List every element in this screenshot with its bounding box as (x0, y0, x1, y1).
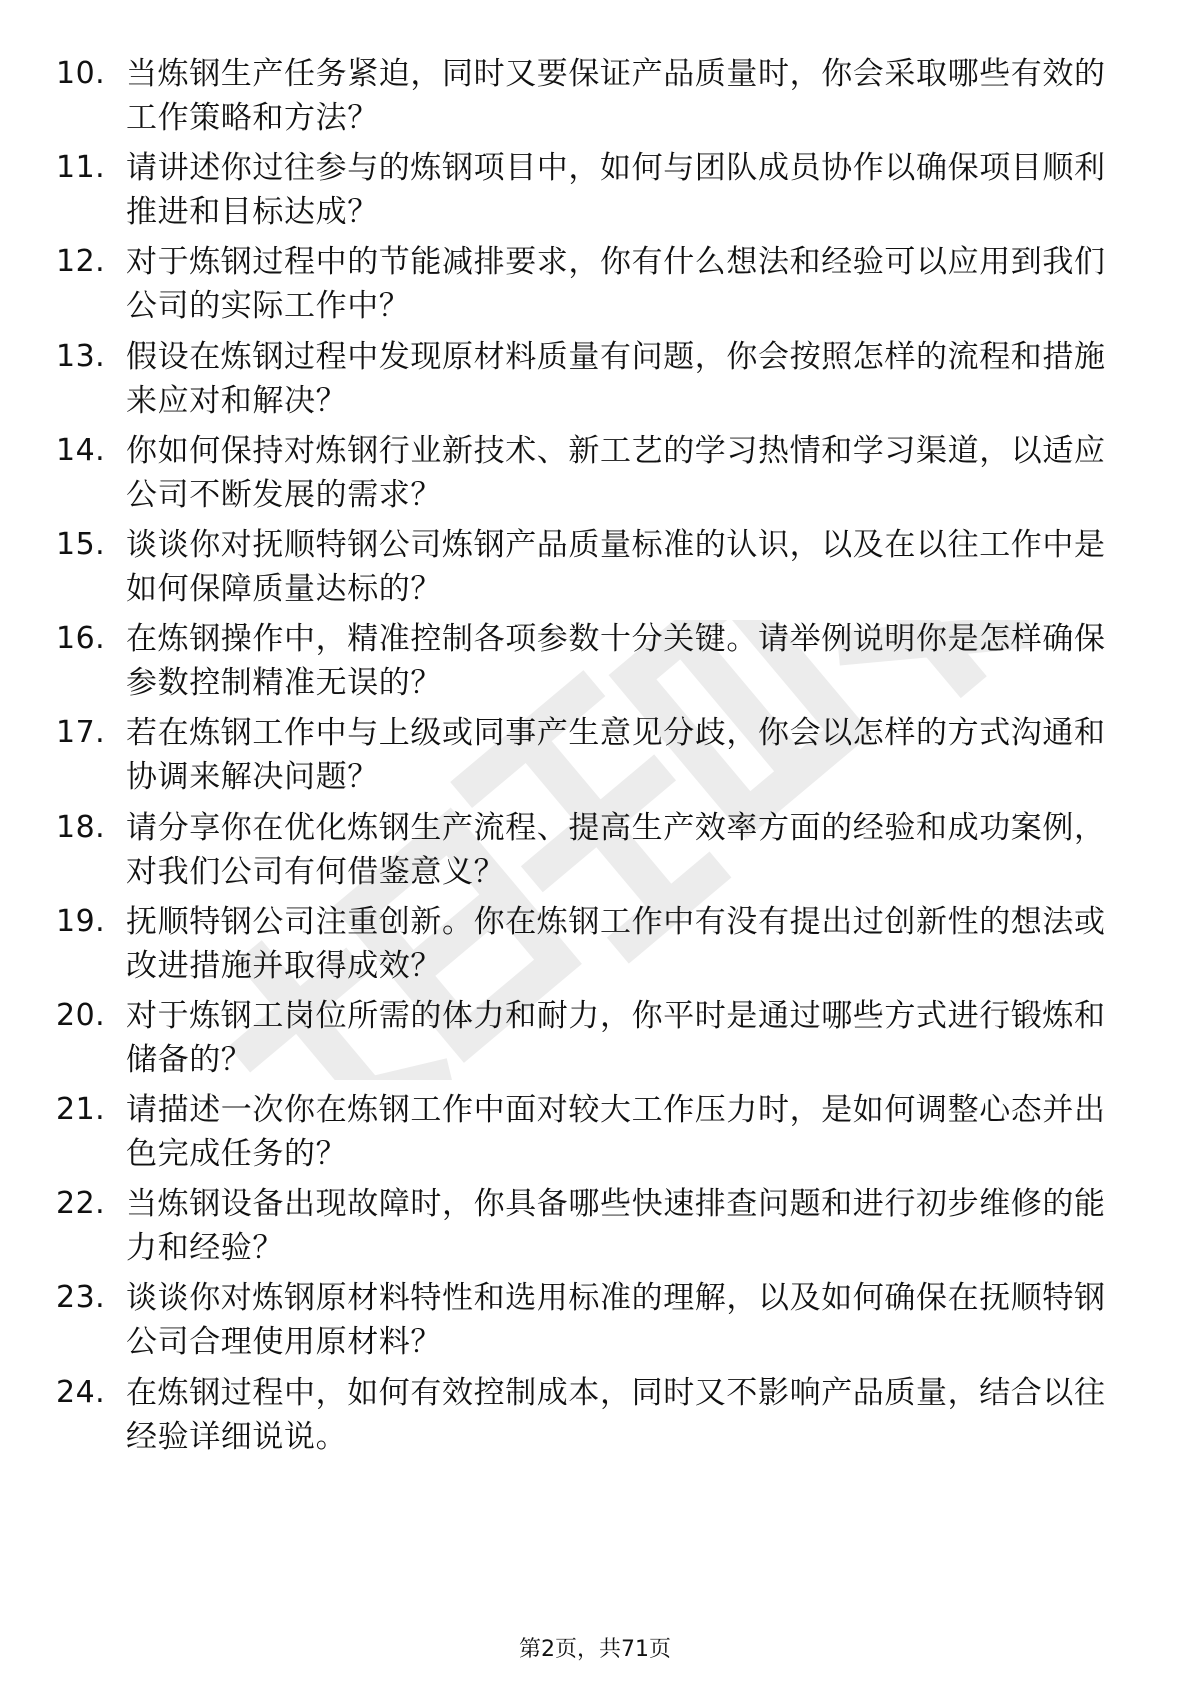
question-number: 14. (56, 432, 106, 468)
question-number: 17. (56, 715, 106, 751)
question-text: 谈谈你对炼钢原材料特性和选用标准的理解，以及如何确保在抚顺特钢公司合理使用原材料？ (126, 1280, 1106, 1361)
question-text: 谈谈你对抚顺特钢公司炼钢产品质量标准的认识，以及在以往工作中是如何保障质量达标的？ (126, 526, 1106, 607)
question-text: 请讲述你过往参与的炼钢项目中，如何与团队成员协作以确保项目顺利推进和目标达成？ (126, 150, 1106, 231)
question-list (0, 52, 1190, 1465)
list-item (0, 240, 1190, 334)
question-text: 当炼钢设备出现故障时，你具备哪些快速排查问题和进行初步维修的能力和经验？ (126, 1186, 1106, 1267)
question-number: 20. (56, 997, 106, 1033)
question-number: 19. (56, 903, 106, 939)
list-item (0, 806, 1190, 900)
question-text: 抚顺特钢公司注重创新。你在炼钢工作中有没有提出过创新性的想法或改进措施并取得成效？ (126, 903, 1106, 984)
question-text: 在炼钢过程中，如何有效控制成本，同时又不影响产品质量，结合以往经验详细说说。 (126, 1374, 1106, 1455)
question-number: 22. (56, 1186, 106, 1222)
question-number: 13. (56, 338, 106, 374)
question-number: 24. (56, 1374, 106, 1410)
list-item (0, 617, 1190, 711)
list-item (0, 335, 1190, 429)
question-text: 你如何保持对炼钢行业新技术、新工艺的学习热情和学习渠道，以适应公司不断发展的需求？ (126, 432, 1106, 513)
list-item (0, 1371, 1190, 1465)
list-item (0, 429, 1190, 523)
question-text: 请描述一次你在炼钢工作中面对较大工作压力时，是如何调整心态并出色完成任务的？ (126, 1092, 1106, 1173)
question-text: 假设在炼钢过程中发现原材料质量有问题，你会按照怎样的流程和措施来应对和解决？ (126, 338, 1106, 419)
question-text: 对于炼钢工岗位所需的体力和耐力，你平时是通过哪些方式进行锻炼和储备的？ (126, 997, 1106, 1078)
list-item (0, 994, 1190, 1088)
list-item (0, 900, 1190, 994)
question-number: 16. (56, 621, 106, 657)
list-item (0, 523, 1190, 617)
page-number-footer: 第2页，共71页 (519, 1637, 671, 1662)
question-number: 15. (56, 526, 106, 562)
list-item (0, 146, 1190, 240)
question-number: 23. (56, 1280, 106, 1316)
list-item (0, 1088, 1190, 1182)
question-number: 10. (56, 56, 106, 91)
list-item (0, 711, 1190, 805)
list-item (0, 1182, 1190, 1276)
question-text: 当炼钢生产任务紧迫，同时又要保证产品质量时，你会采取哪些有效的工作策略和方法？ (126, 56, 1106, 136)
question-number: 11. (56, 150, 106, 186)
question-text: 请分享你在优化炼钢生产流程、提高生产效率方面的经验和成功案例，对我们公司有何借鉴意义？ (126, 809, 1106, 890)
question-text: 若在炼钢工作中与上级或同事产生意见分歧，你会以怎样的方式沟通和协调来解决问题？ (126, 715, 1106, 796)
list-item (0, 1276, 1190, 1370)
question-text: 对于炼钢过程中的节能减排要求，你有什么想法和经验可以应用到我们公司的实际工作中？ (126, 244, 1106, 325)
question-number: 18. (56, 809, 106, 845)
question-text: 在炼钢操作中，精准控制各项参数十分关键。请举例说明你是怎样确保参数控制精准无误的？ (126, 621, 1106, 702)
list-item (0, 52, 1190, 146)
question-number: 12. (56, 244, 106, 280)
question-number: 21. (56, 1092, 106, 1128)
